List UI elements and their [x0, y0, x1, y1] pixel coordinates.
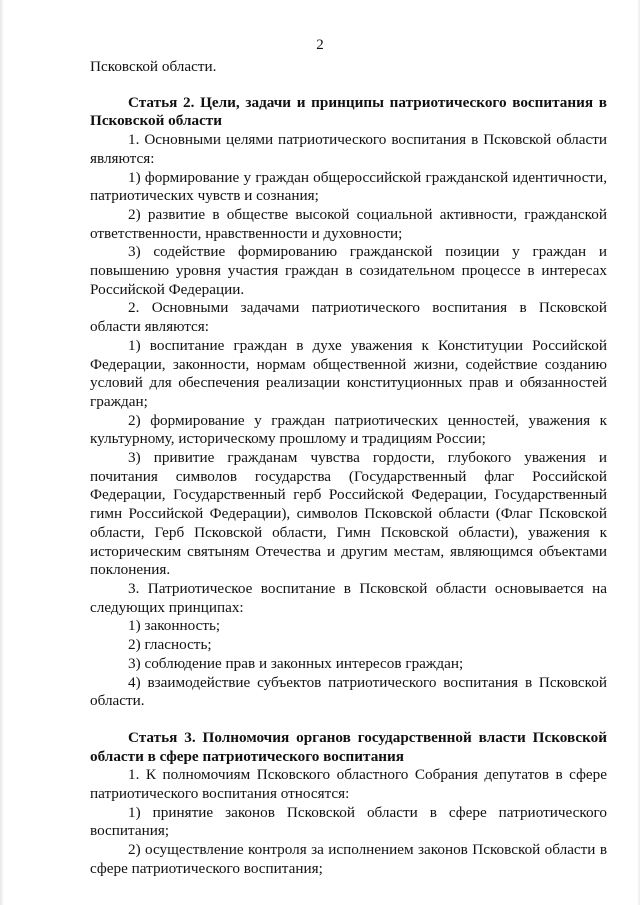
article-2-clause-3-item: 3) соблюдение прав и законных интересов граждан;	[128, 654, 464, 672]
article-2-clause-1-item: 3) содействие формированию гражданской позиции у граждан и повышению уровня участия граждан в созидательном процессе в интересах Российской Федерации.	[90, 243, 607, 298]
article-2-clause-2-item: 3) привитие гражданам чувства гордости, глубокого уважения и почитания символов государства (Государственный флаг Российской Федерации, Государственный герб Российской Федерации, Государственный гимн Российской Федерации), символов Псковской области (Флаг Псковской области, Герб Псковской области, Гимн Псковской области), уважения к историческим святыням Отечества и другим местам, являющимся объектами поклонения.	[90, 449, 607, 579]
article-2-clause-2-item: 2) формирование у граждан патриотических ценностей, уважения к культурному, историческому прошлому и традициям России;	[90, 411, 607, 448]
article-3-clause-1-item: 1) принятие законов Псковской области в сфере патриотического воспитания;	[90, 803, 607, 840]
article-3-clause-1-intro: 1. К полномочиям Псковского областного Собрания депутатов в сфере патриотического воспитания относятся:	[90, 766, 607, 803]
page-number: 2	[316, 37, 324, 53]
document-body	[90, 58, 607, 879]
article-2-clause-3-item: 2) гласность;	[128, 636, 212, 654]
article-2-clause-1-item: 1) формирование у граждан общероссийской гражданской идентичности, патриотических чувств и сознания;	[90, 168, 607, 205]
article-3-clause-1-item: 2) осуществление контроля за исполнением законов Псковской области в сфере патриотического воспитания;	[90, 841, 607, 877]
article-2-clause-2-item: 1) воспитание граждан в духе уважения к Конституции Российской Федерации, законности, нормам общественной жизни, содействие созданию условий для обеспечения реализации конституционных прав и обязанностей граждан;	[90, 336, 607, 410]
article-2-clause-2-intro: 2. Основными задачами патриотического воспитания в Псковской области являются:	[90, 299, 607, 336]
article-2-clause-3-item: 4) взаимодействие субъектов патриотического воспитания в Псковской области.	[90, 673, 607, 710]
article-2-clause-3-item: 1) законность;	[128, 617, 221, 635]
article-2-clause-1-item: 2) развитие в обществе высокой социальной активности, гражданской ответственности, нравственности и духовности;	[90, 205, 607, 242]
article-2-clause-1-intro: 1. Основными целями патриотического воспитания в Псковской области являются:	[90, 131, 607, 167]
lead-fragment: Псковской области.	[90, 58, 217, 75]
article-2-clause-3-intro: 3. Патриотическое воспитание в Псковской области основывается на следующих принципах:	[90, 579, 607, 616]
scan-edge-left	[0, 0, 4, 905]
article-3-title: Статья 3. Полномочия органов государственной власти Псковской области в сфере патриотического воспитания	[90, 728, 607, 765]
article-2-title: Статья 2. Цели, задачи и принципы патриотического воспитания в Псковской области	[90, 93, 607, 130]
